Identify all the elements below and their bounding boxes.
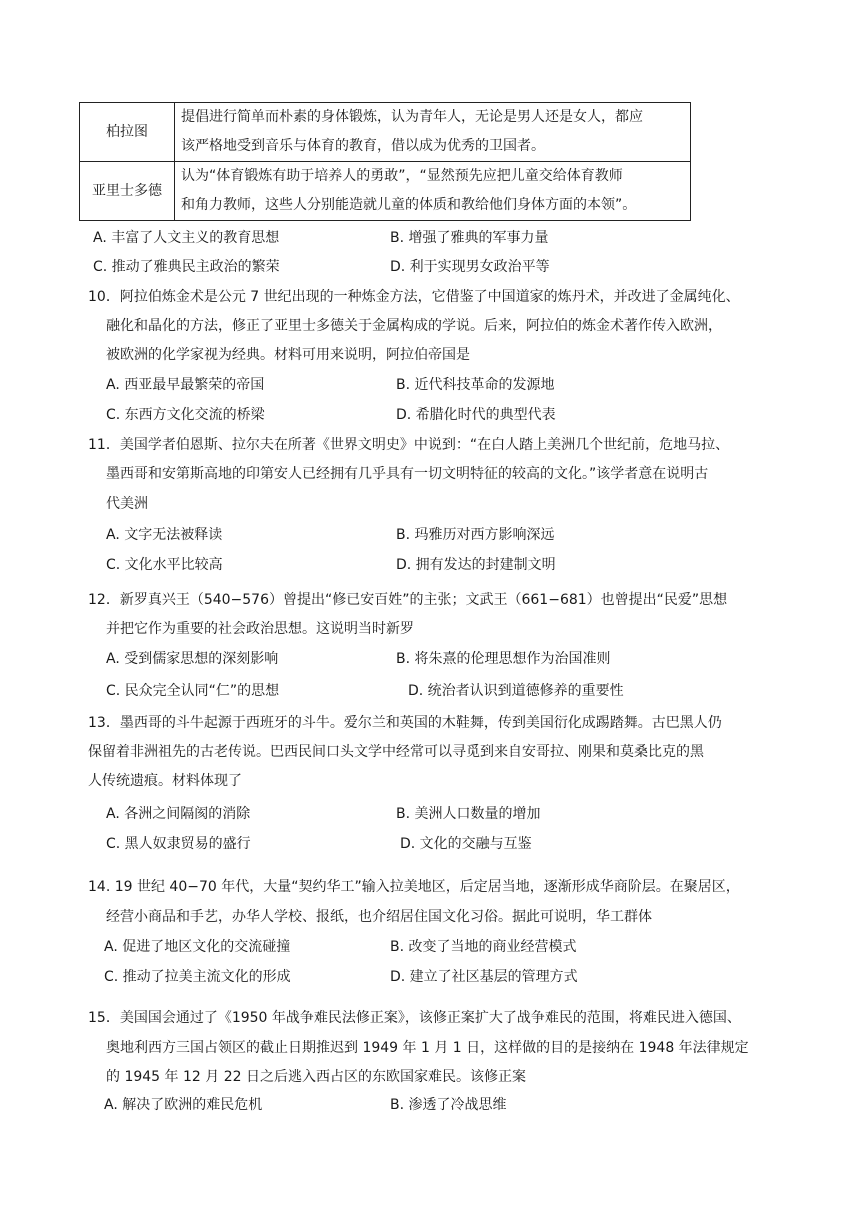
- q15-option-b[interactable]: B. 渗透了冷战思维: [390, 1097, 507, 1113]
- q13-option-c[interactable]: C. 黑人奴隶贸易的盛行: [106, 836, 251, 852]
- q12-option-a[interactable]: A. 受到儒家思想的深刻影响: [106, 651, 279, 667]
- q9-option-d[interactable]: D. 利于实现男女政治平等: [390, 259, 550, 275]
- philosopher-name: 亚里士多德: [80, 162, 175, 221]
- q14-option-a[interactable]: A. 促进了地区文化的交流碰撞: [104, 939, 291, 955]
- q12-options: [0, 645, 860, 673]
- q10-option-a[interactable]: A. 西亚最早最繁荣的帝国: [106, 377, 265, 393]
- q9-option-b[interactable]: B. 增强了雅典的军事力量: [390, 230, 549, 246]
- q13-options: [0, 800, 860, 828]
- quote-table: [79, 102, 691, 221]
- view-line: 和角力教师，这些人分别能造就儿童的体质和教给他们身体方面的本领”。: [181, 197, 637, 213]
- q9-option-c[interactable]: C. 推动了雅典民主政治的繁荣: [93, 259, 280, 275]
- q11-option-b[interactable]: B. 玛雅历对西方影响深远: [396, 527, 555, 543]
- q11-stem-line: 11．美国学者伯恩斯、拉尔夫在所著《世界文明史》中说到：“在白人踏上美洲几个世纪前，危地马拉、: [88, 437, 730, 453]
- q12-stem-line: 12．新罗真兴王（540−576）曾提出“修已安百姓”的主张；文武王（661−681）也曾提出“民爱”思想: [88, 592, 728, 608]
- view-line: 该严格地受到音乐与体育的教育，借以成为优秀的卫国者。: [181, 138, 545, 154]
- q14-option-c[interactable]: C. 推动了拉美主流文化的形成: [104, 969, 291, 985]
- q15-options: [0, 1091, 860, 1119]
- q14-stem-line: 经营小商品和手艺，办华人学校、报纸，也介绍居住国文化习俗。据此可说明，华工群体: [106, 909, 652, 925]
- view-line: 认为“体育锻炼有助于培养人的勇敢”，“显然预先应把儿童交给体育教师: [181, 168, 623, 184]
- q13-option-a[interactable]: A. 各洲之间隔阂的消除: [106, 806, 251, 822]
- q10-options: [0, 371, 860, 399]
- table-row: [80, 162, 691, 221]
- q10-stem-line: 融化和晶化的方法，修正了亚里士多德关于金属构成的学说。后来，阿拉伯的炼金术著作传入欧洲，: [106, 318, 722, 334]
- q10-options-2: [0, 401, 860, 429]
- q14-options: [0, 933, 860, 961]
- q12-stem-line: 并把它作为重要的社会政治思想。这说明当时新罗: [106, 621, 414, 637]
- q15-stem-line: 15．美国国会通过了《1950 年战争难民法修正案》，该修正案扩大了战争难民的范围，将难民进入德国、: [88, 1010, 741, 1026]
- q13-stem-line: 保留着非洲祖先的古老传说。巴西民间口头文学中经常可以寻觅到来自安哥拉、刚果和莫桑比克的黑: [88, 744, 704, 760]
- q14-option-b[interactable]: B. 改变了当地的商业经营模式: [390, 939, 577, 955]
- q10-option-d[interactable]: D. 希腊化时代的典型代表: [396, 407, 556, 423]
- q13-stem-line: 人传统遗痕。材料体现了: [88, 773, 242, 789]
- q13-options-2: [0, 830, 860, 858]
- philosopher-view: [175, 162, 691, 221]
- q15-stem-line: 奥地利西方三国占领区的截止日期推迟到 1949 年 1 月 1 日，这样做的目的是接纳在 1948 年法律规定: [106, 1040, 749, 1056]
- q11-option-c[interactable]: C. 文化水平比较高: [106, 557, 223, 573]
- q13-option-b[interactable]: B. 美洲人口数量的增加: [396, 806, 541, 822]
- q14-stem-line: 14. 19 世纪 40−70 年代，大量“契约华工”输入拉美地区，后定居当地，逐渐形成华商阶层。在聚居区，: [88, 879, 740, 895]
- q11-options-2: [0, 551, 860, 579]
- q12-option-b[interactable]: B. 将朱熹的伦理思想作为治国准则: [396, 651, 611, 667]
- q15-option-a[interactable]: A. 解决了欧洲的难民危机: [104, 1097, 263, 1113]
- philosopher-view: [175, 103, 691, 162]
- view-line: 提倡进行简单而朴素的身体锻炼，认为青年人，无论是男人还是女人，都应: [181, 109, 643, 125]
- q9-option-a[interactable]: A. 丰富了人文主义的教育思想: [93, 230, 280, 246]
- q10-option-b[interactable]: B. 近代科技革命的发源地: [396, 377, 555, 393]
- q12-option-d[interactable]: D. 统治者认识到道德修养的重要性: [408, 683, 624, 699]
- q13-stem-line: 13．墨西哥的斗牛起源于西班牙的斗牛。爱尔兰和英国的木鞋舞，传到美国衍化成踢踏舞。古巴黑人仍: [88, 715, 722, 731]
- q13-option-d[interactable]: D. 文化的交融与互鉴: [400, 836, 532, 852]
- table-row: [80, 103, 691, 162]
- q10-option-c[interactable]: C. 东西方文化交流的桥梁: [106, 407, 265, 423]
- q9-options: [0, 224, 860, 252]
- q11-options: [0, 521, 860, 549]
- q11-stem-line: 墨西哥和安第斯高地的印第安人已经拥有几乎具有一切文明特征的较高的文化。”该学者意在说明古: [106, 466, 709, 482]
- q12-options-2: [0, 677, 860, 705]
- q14-options-2: [0, 963, 860, 991]
- q11-stem-line: 代美洲: [106, 496, 148, 512]
- philosopher-name: 柏拉图: [80, 103, 175, 162]
- q11-option-a[interactable]: A. 文字无法被释读: [106, 527, 223, 543]
- q9-options-2: [0, 253, 860, 281]
- q14-option-d[interactable]: D. 建立了社区基层的管理方式: [390, 969, 578, 985]
- q10-stem-line: 被欧洲的化学家视为经典。材料可用来说明，阿拉伯帝国是: [106, 347, 470, 363]
- q12-option-c[interactable]: C. 民众完全认同“仁”的思想: [106, 683, 280, 699]
- q15-stem-line: 的 1945 年 12 月 22 日之后逃入西占区的东欧国家难民。该修正案: [106, 1069, 526, 1085]
- q10-stem-line: 10．阿拉伯炼金术是公元 7 世纪出现的一种炼金方法，它借鉴了中国道家的炼丹术，并改进了金属纯化、: [88, 289, 740, 305]
- q11-option-d[interactable]: D. 拥有发达的封建制文明: [396, 557, 556, 573]
